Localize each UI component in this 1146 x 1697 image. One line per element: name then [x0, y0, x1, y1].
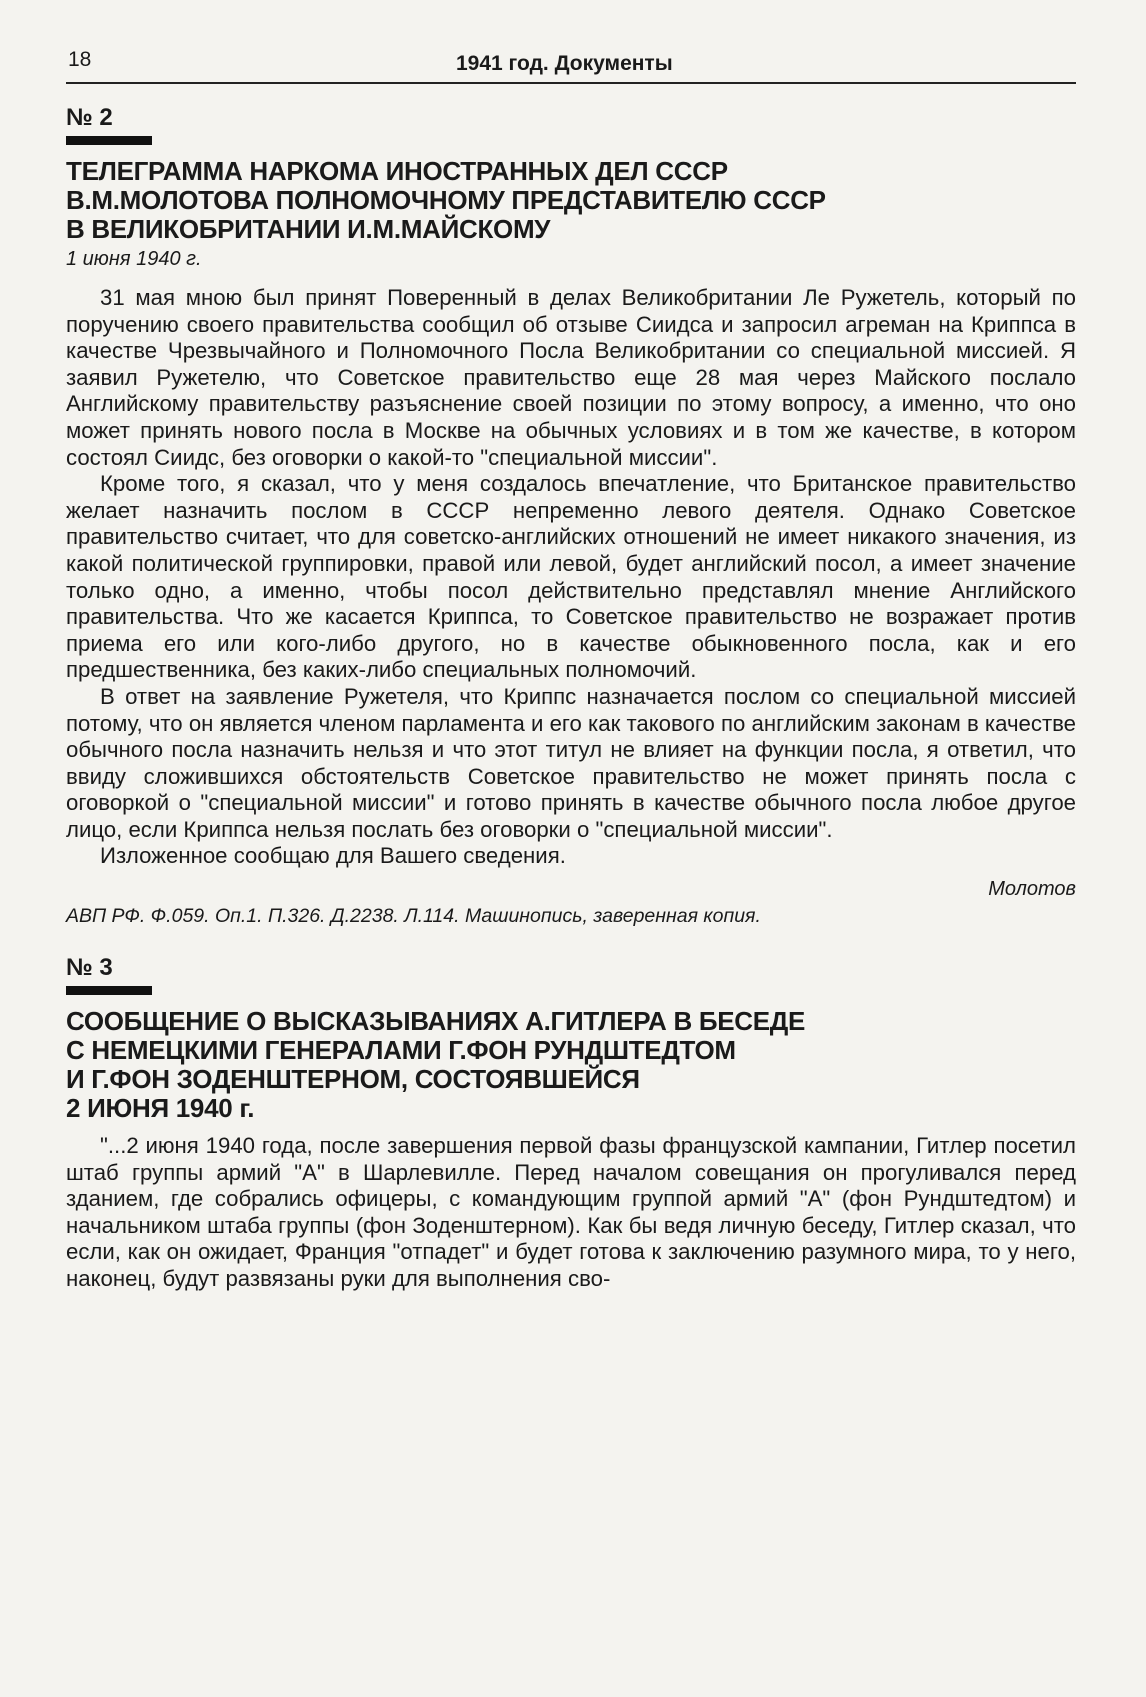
archive-source: АВП РФ. Ф.059. Оп.1. П.326. Д.2238. Л.114. Машинопись, заверенная копия. [66, 905, 761, 928]
paragraph: В ответ на заявление Ружетеля, что Криппс назначается послом со специальной миссией потому, что он является членом парламента и его как такового по английским законам в качестве обычного посла назначить нельзя и что этот титул не влияет на функции посла, я ответил, что ввиду сложившихся обстоятельств Советское правительство не может принять посла с оговоркой о "специальной миссии" и готово принять в качестве обычного посла любое другое лицо, если Криппса нельзя послать без оговорки о "специальной миссии". [66, 683, 1076, 842]
doc-number: № 2 [66, 104, 113, 131]
paragraph: Изложенное сообщаю для Вашего сведения. [100, 843, 566, 869]
doc-title-line: С НЕМЕЦКИМИ ГЕНЕРАЛАМИ Г.ФОН РУНДШТЕДТОМ [66, 1035, 736, 1066]
doc-title-line: В.М.МОЛОТОВА ПОЛНОМОЧНОМУ ПРЕДСТАВИТЕЛЮ СССР [66, 185, 826, 215]
page-header [66, 48, 1076, 84]
document-3 [66, 954, 1076, 1293]
doc-title-line: И Г.ФОН ЗОДЕНШТЕРНОМ, СОСТОЯВШЕЙСЯ [66, 1064, 640, 1095]
document-2 [66, 104, 1076, 928]
paragraph: "...2 июня 1940 года, после завершения первой фазы французской кампании, Гитлер посетил штаб группы армий "А" в Шарлевилле. Перед началом совещания он прогуливался перед зданием, где собрались офицеры, с командующим группой армий "А" (фон Рундштедтом) и начальником штаба группы (фон Зоденштерном). Как бы ведя личную беседу, Гитлер сказал, что если, как он ожидает, Франция "отпадет" и будет готова к заключению разумного мира, то у него, наконец, будут развязаны руки для выполнения сво- [66, 1133, 1076, 1292]
doc-number: № 3 [66, 954, 113, 982]
document-page [66, 48, 1076, 1293]
doc-number-rule [66, 986, 152, 995]
signature: Молотов [988, 878, 1076, 901]
doc-title [66, 1007, 1076, 1123]
doc-title-line: В ВЕЛИКОБРИТАНИИ И.М.МАЙСКОМУ [66, 214, 551, 244]
doc-number-rule [66, 136, 152, 145]
doc-title-line: СООБЩЕНИЕ О ВЫСКАЗЫВАНИЯХ А.ГИТЛЕРА В БЕСЕДЕ [66, 1006, 806, 1037]
doc-title-line: 2 ИЮНЯ 1940 г. [66, 1093, 255, 1124]
paragraph: Кроме того, я сказал, что у меня создалось впечатление, что Британское правительство желает назначить послом в СССР непременно левого деятеля. Однако Советское правительство считает, что для советско-английских отношений не имеет никакого значения, из какой политической группировки, правой или левой, будет английский посол, а имеет значение только одно, а именно, чтобы посол действительно представлял мнение Английского правительства. Что же касается Криппса, то Советское правительство не возражает против приема его или кого-либо другого, но в качестве обыкновенного посла, как и его предшественника, без каких-либо специальных полномочий. [66, 471, 1076, 683]
doc-title [66, 157, 1076, 244]
paragraph: 31 мая мною был принят Поверенный в делах Великобритании Ле Ружетель, который по поручению своего правительства сообщил об отзыве Сиидса и запросил агреман на Криппса в качестве Чрезвычайного и Полномочного Посла Великобритании со специальной миссией. Я заявил Ружетелю, что Советское правительство еще 28 мая через Майского послало Английскому правительству разъяснение своей позиции по этому вопросу, а именно, что оно может принять нового посла в Москве на обычных условиях и в том же качестве, в котором состоял Сиидс, без оговорки о какой-то "специальной миссии". [66, 285, 1076, 470]
page-number: 18 [68, 48, 92, 71]
running-title: 1941 год. Документы [456, 52, 673, 75]
doc-date: 1 июня 1940 г. [66, 248, 202, 270]
doc-title-line: ТЕЛЕГРАММА НАРКОМА ИНОСТРАННЫХ ДЕЛ СССР [66, 156, 728, 186]
